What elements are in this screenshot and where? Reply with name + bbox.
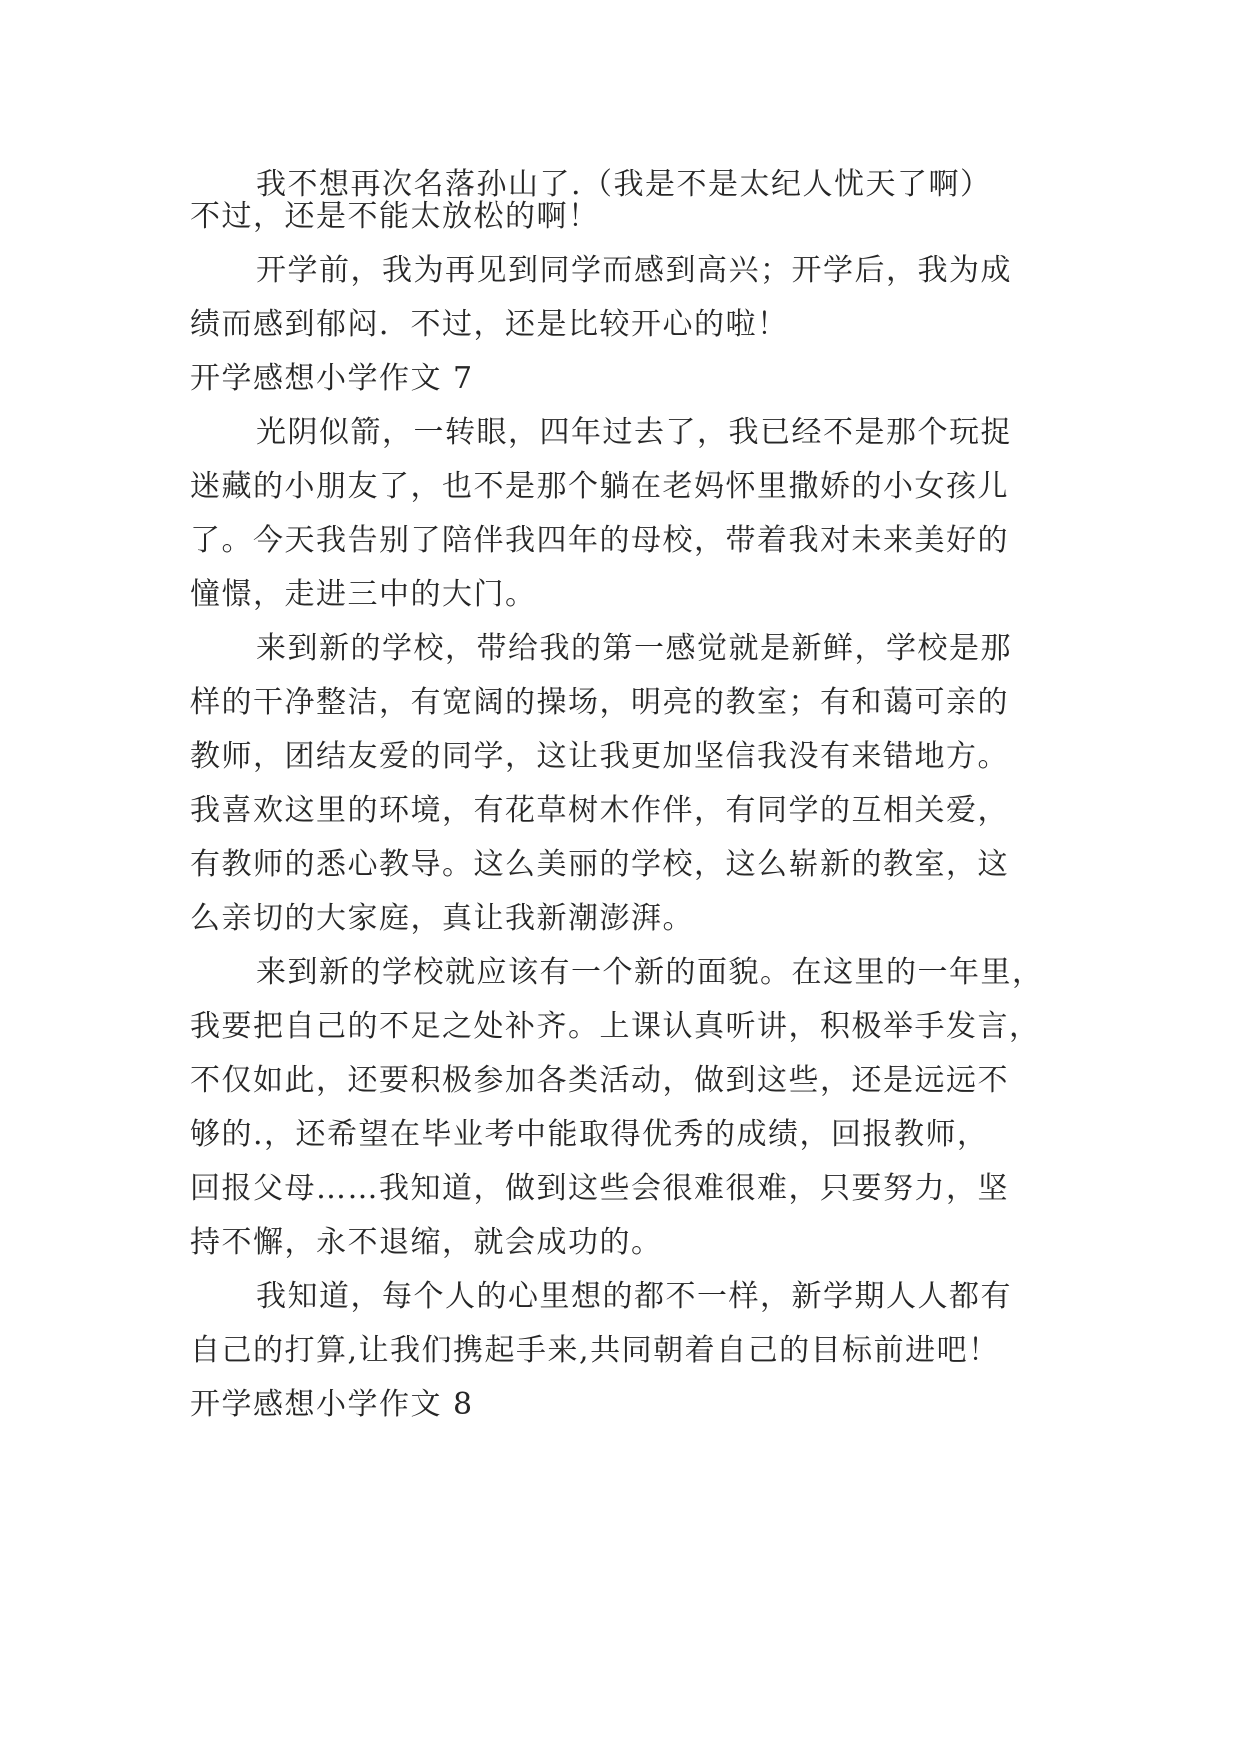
paragraph-line: 我要把自己的不足之处补齐。上课认真听讲，积极举手发言， xyxy=(190,1009,1041,1044)
paragraph-line: 自己的打算,让我们携起手来,共同朝着自己的目标前进吧！ xyxy=(190,1333,1000,1368)
section-heading: 开学感想小学作文 8 xyxy=(190,1387,474,1422)
paragraph-line: 不过，还是不能太放松的啊！ xyxy=(190,199,600,234)
paragraph-line: 光阴似箭，一转眼，四年过去了，我已经不是那个玩捉 xyxy=(256,415,1012,450)
paragraph-line: 教师，团结友爱的同学，这让我更加坚信我没有来错地方。 xyxy=(190,739,1009,774)
paragraph-line: 憧憬，走进三中的大门。 xyxy=(190,577,537,612)
paragraph-line: 有教师的悉心教导。这么美丽的学校，这么崭新的教室，这 xyxy=(190,847,1009,882)
paragraph-line: 么亲切的大家庭，真让我新潮澎湃。 xyxy=(190,901,694,936)
paragraph-line: 我喜欢这里的环境，有花草树木作伴，有同学的互相关爱， xyxy=(190,793,1009,828)
paragraph-line: 够的.，还希望在毕业考中能取得优秀的成绩，回报教师， xyxy=(190,1117,989,1152)
paragraph-line: 来到新的学校，带给我的第一感觉就是新鲜，学校是那 xyxy=(256,631,1012,666)
paragraph-line: 我知道，每个人的心里想的都不一样，新学期人人都有 xyxy=(256,1279,1012,1314)
paragraph-line: 迷藏的小朋友了，也不是那个躺在老妈怀里撒娇的小女孩儿 xyxy=(190,469,1009,504)
paragraph-line: 样的干净整洁，有宽阔的操场，明亮的教室；有和蔼可亲的 xyxy=(190,685,1009,720)
paragraph-line: 了。今天我告别了陪伴我四年的母校，带着我对未来美好的 xyxy=(190,523,1009,558)
paragraph-line: 绩而感到郁闷．不过，还是比较开心的啦！ xyxy=(190,307,789,342)
paragraph-line: 不仅如此，还要积极参加各类活动，做到这些，还是远远不 xyxy=(190,1063,1009,1098)
paragraph-line: 持不懈，永不退缩，就会成功的。 xyxy=(190,1225,663,1260)
section-heading: 开学感想小学作文 7 xyxy=(190,361,474,396)
paragraph-line: 来到新的学校就应该有一个新的面貌。在这里的一年里， xyxy=(256,955,1044,990)
paragraph-line: 开学前，我为再见到同学而感到高兴；开学后，我为成 xyxy=(256,253,1012,288)
paragraph-line: 回报父母……我知道，做到这些会很难很难，只要努力，坚 xyxy=(190,1171,1009,1206)
paragraph-line: 我不想再次名落孙山了.（我是不是太纪人忧天了啊） xyxy=(256,167,992,202)
